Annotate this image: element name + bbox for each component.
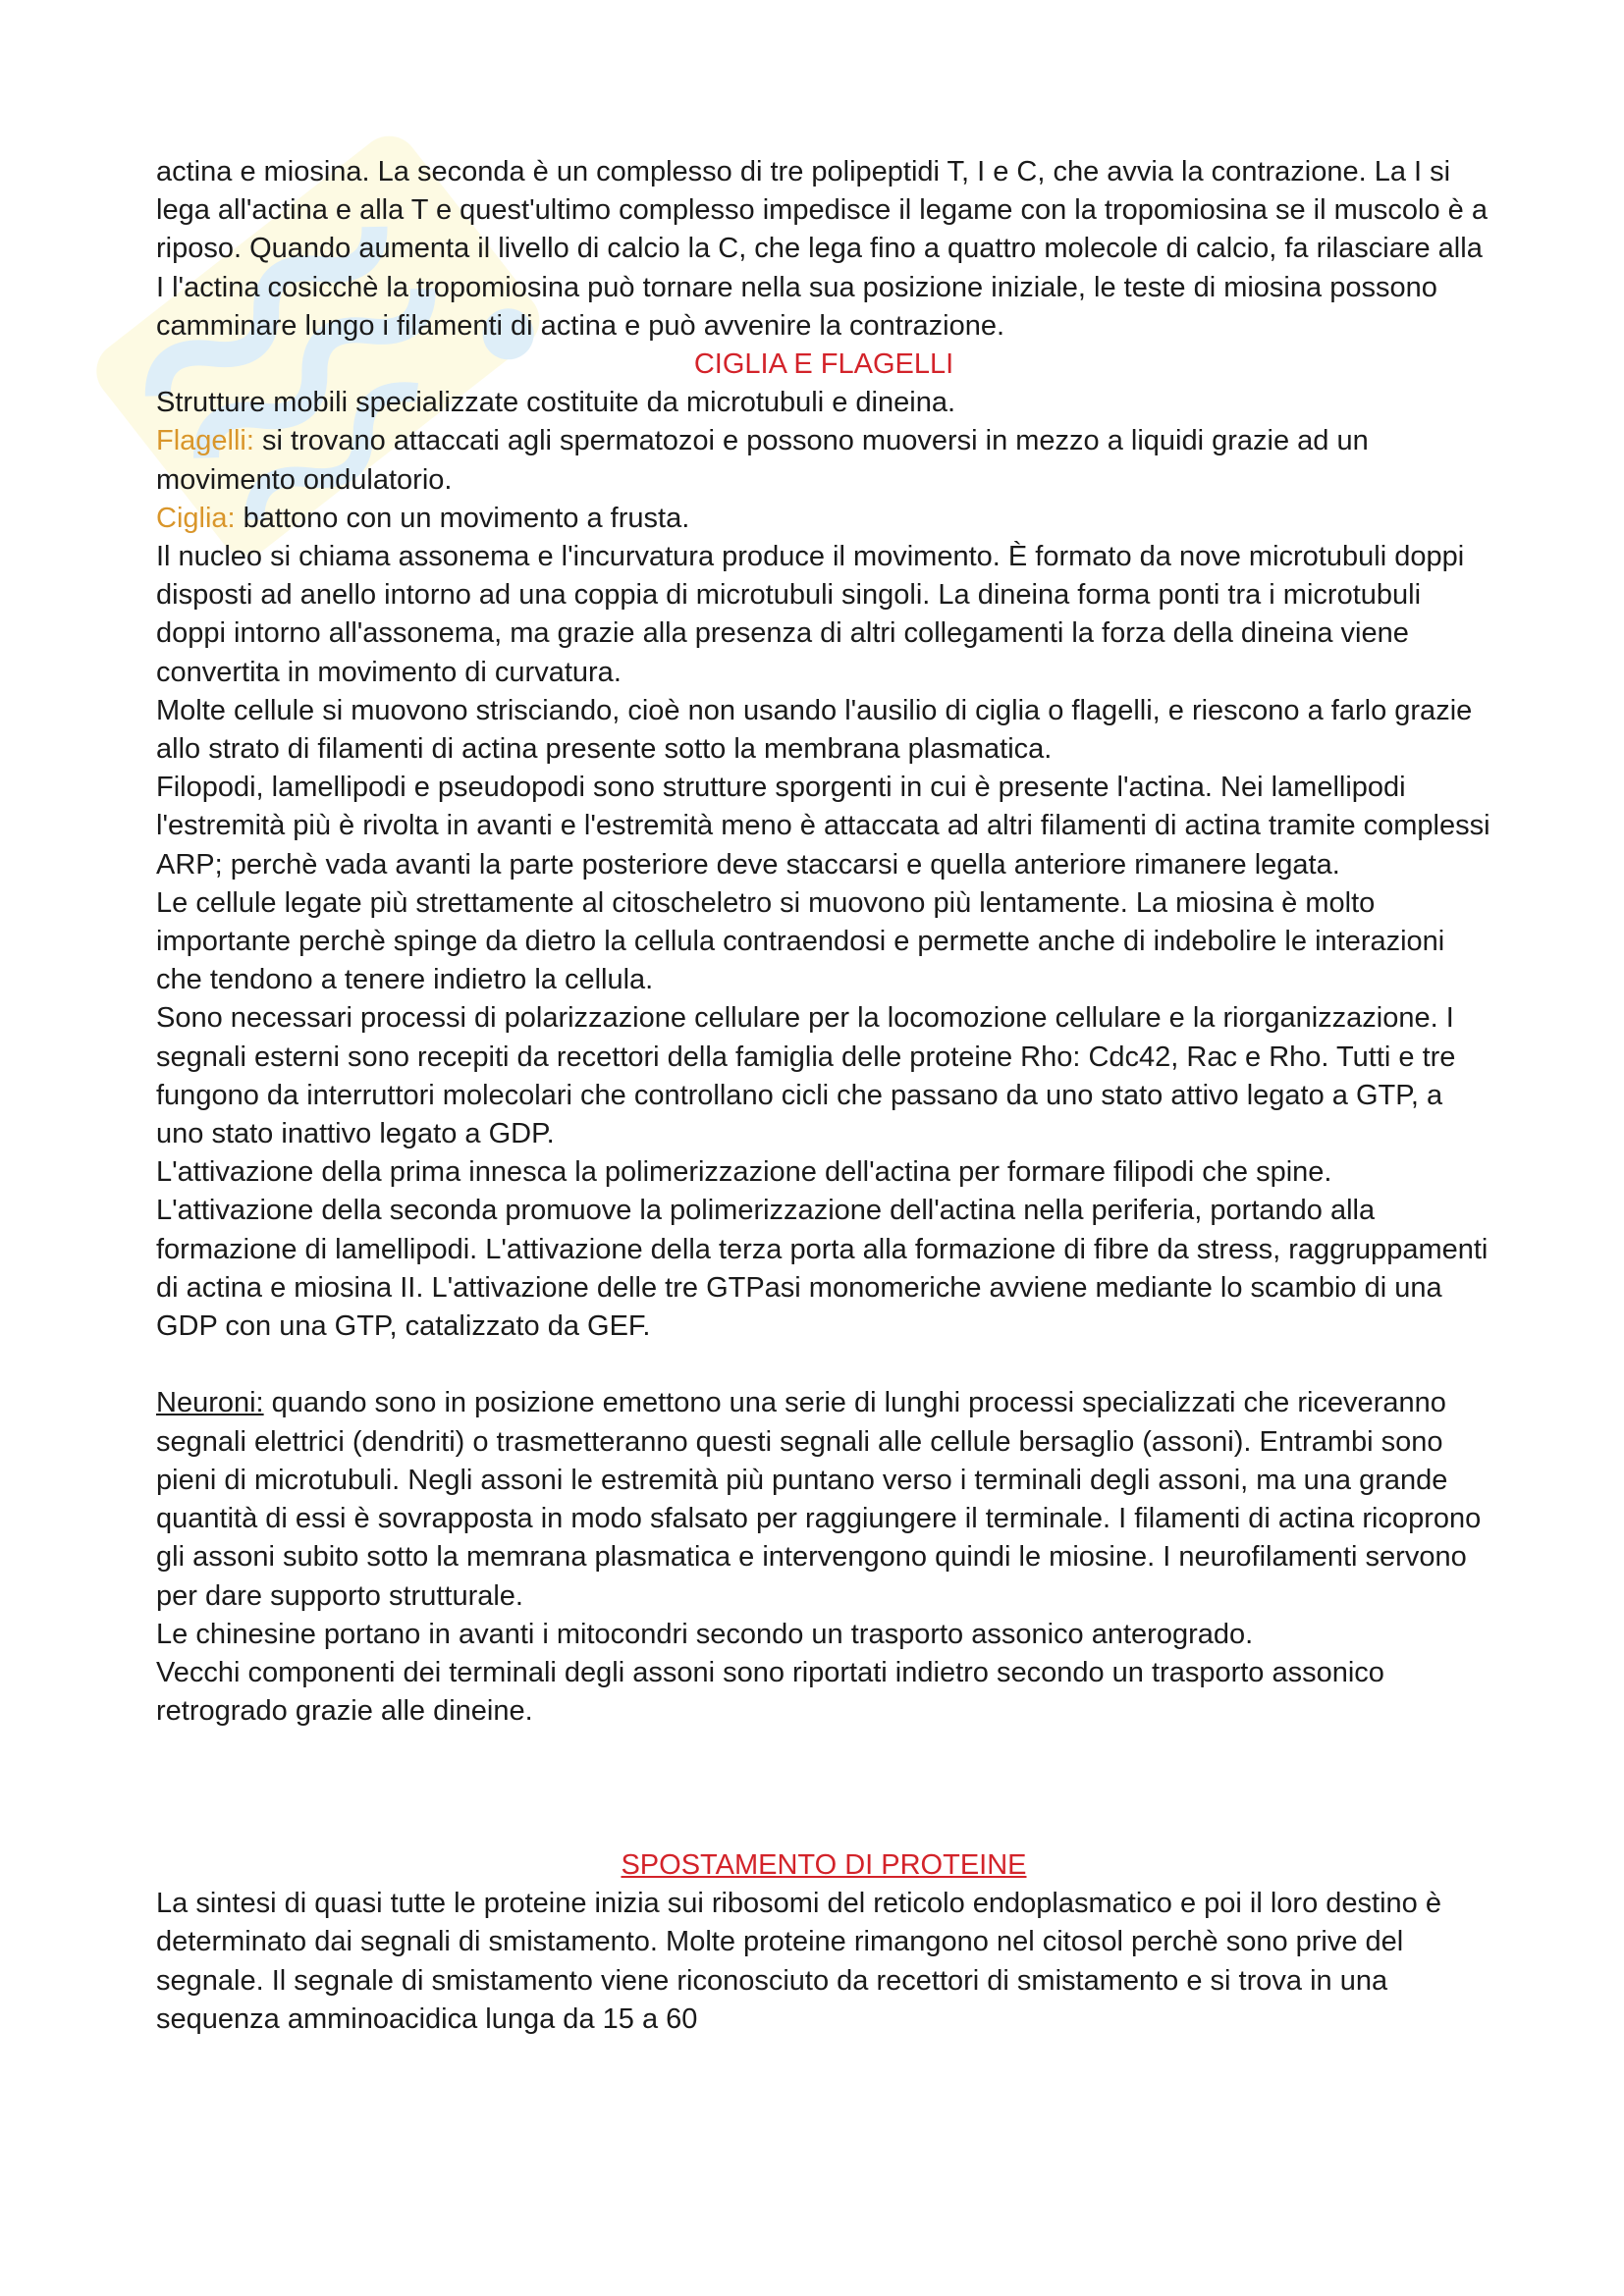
paragraph-sintesi-proteine: La sintesi di quasi tutte le proteine inizia sui ribosomi del reticolo endoplasmatico e poi il loro destino è determinato dai segnali di smistamento. Molte proteine rimangono nel citosol perchè sono prive del segnale. Il segnale di smistamento viene riconosciuto da recettori di smistamento e si trova in una sequenza amminoacidica lunga da 15 a 60 [156, 1888, 1441, 2035]
spacer [156, 1346, 1491, 1384]
paragraph-filopodi: Filopodi, lamellipodi e pseudopodi sono strutture sporgenti in cui è presente l'actina. Nei lamellipodi l'estremità più è rivolta in avanti e l'estremità meno è attaccata ad altri filamenti di actina tramite complessi ARP; perchè vada avanti la parte posteriore deve staccarsi e quella anteriore rimanere legata. [156, 772, 1490, 881]
paragraph-strisciando: Molte cellule si muovono strisciando, cioè non usando l'ausilio di ciglia o flagelli, e riescono a farlo grazie allo strato di filamenti di actina presente sotto la membrana plasmatica. [156, 694, 1473, 766]
paragraph-assonema: Il nucleo si chiama assonema e l'incurvatura produce il movimento. È formato da nove microtubuli doppi disposti ad anello intorno ad una coppia di microtubuli singoli. La dineina forma ponti tra i microtubuli doppi intorno all'assonema, ma grazie alla presenza di altri collegamenti la forza della dineina viene convertita in movimento di curvatura. [156, 541, 1465, 688]
paragraph-strutture-mobili: Strutture mobili specializzate costituite da microtubuli e dineina. [156, 387, 956, 419]
spacer-large [156, 1731, 1491, 1846]
term-ciglia: Ciglia: [156, 502, 236, 534]
paragraph-neuroni [156, 1384, 1491, 1615]
paragraph-contraction: actina e miosina. La seconda è un complesso di tre polipeptidi T, I e C, che avvia la contrazione. La I si lega all'actina e alla T e quest'ultimo complesso impedisce il legame con la tropomiosina se il muscolo è a riposo. Quando aumenta il livello di calcio la C, che lega fino a quattro molecole di calcio, fa rilasciare alla I l'actina cosicchè la tropomiosina può tornare nella sua posizione iniziale, le teste di miosina possono camminare lungo i filamenti di actina e può avvenire la contrazione. [156, 156, 1488, 342]
paragraph-attivazione: L'attivazione della prima innesca la polimerizzazione dell'actina per formare filipodi che spine. L'attivazione della seconda promuove la polimerizzazione dell'actina nella periferia, portando alla formazione di lamellipodi. L'attivazione della terza porta alla formazione di fibre da stress, raggruppamenti di actina e miosina II. L'attivazione delle tre GTPasi monomeriche avviene mediante lo scambio di una GDP con una GTP, catalizzato da GEF. [156, 1156, 1489, 1343]
paragraph-flagelli [156, 422, 1491, 499]
paragraph-chinesine: Le chinesine portano in avanti i mitocondri secondo un trasporto assonico anterogrado. [156, 1618, 1254, 1650]
heading-spostamento-proteine: SPOSTAMENTO DI PROTEINE [621, 1848, 1027, 1881]
heading-ciglia-flagelli: CIGLIA E FLAGELLI [693, 348, 954, 381]
paragraph-dineine: Vecchi componenti dei terminali degli assoni sono riportati indietro secondo un trasporto assonico retrogrado grazie alle dineine. [156, 1656, 1384, 1728]
paragraph-ciglia [156, 500, 1491, 538]
text-neuroni: quando sono in posizione emettono una serie di lunghi processi specializzati che riceveranno segnali elettrici (dendriti) o trasmetteranno questi segnali alle cellule bersaglio (assoni). Entrambi sono pieni di microtubuli. Negli assoni le estremità più puntano verso i terminali degli assoni, ma una grande quantità di essi è sovrapposta in modo sfalsato per raggiungere il terminale. I filamenti di actina ricoprono gli assoni subito sotto la memrana plasmatica e intervengono quindi le miosine. I neurofilamenti servono per dare supporto strutturale. [156, 1387, 1482, 1612]
term-neuroni: Neuroni: [156, 1387, 264, 1419]
text-flagelli: si trovano attaccati agli spermatozoi e possono muoversi in mezzo a liquidi grazie ad un movimento ondulatorio. [156, 425, 1369, 496]
term-flagelli: Flagelli: [156, 425, 254, 457]
text-ciglia: battono con un movimento a frusta. [235, 502, 690, 534]
paragraph-citoscheletro: Le cellule legate più strettamente al citoscheletro si muovono più lentamente. La miosina è molto importante perchè spinge da dietro la cellula contraendosi e permette anche di indebolire le interazioni che tendono a tenere indietro la cellula. [156, 886, 1445, 996]
document-page [156, 153, 1491, 2039]
paragraph-polarizzazione: Sono necessari processi di polarizzazione cellulare per la locomozione cellulare e la riorganizzazione. I segnali esterni sono recepiti da recettori della famiglia delle proteine Rho: Cdc42, Rac e Rho. Tutti e tre fungono da interruttori molecolari che controllano cicli che passano da uno stato attivo legato a GTP, a uno stato inattivo legato a GDP. [156, 1002, 1456, 1150]
